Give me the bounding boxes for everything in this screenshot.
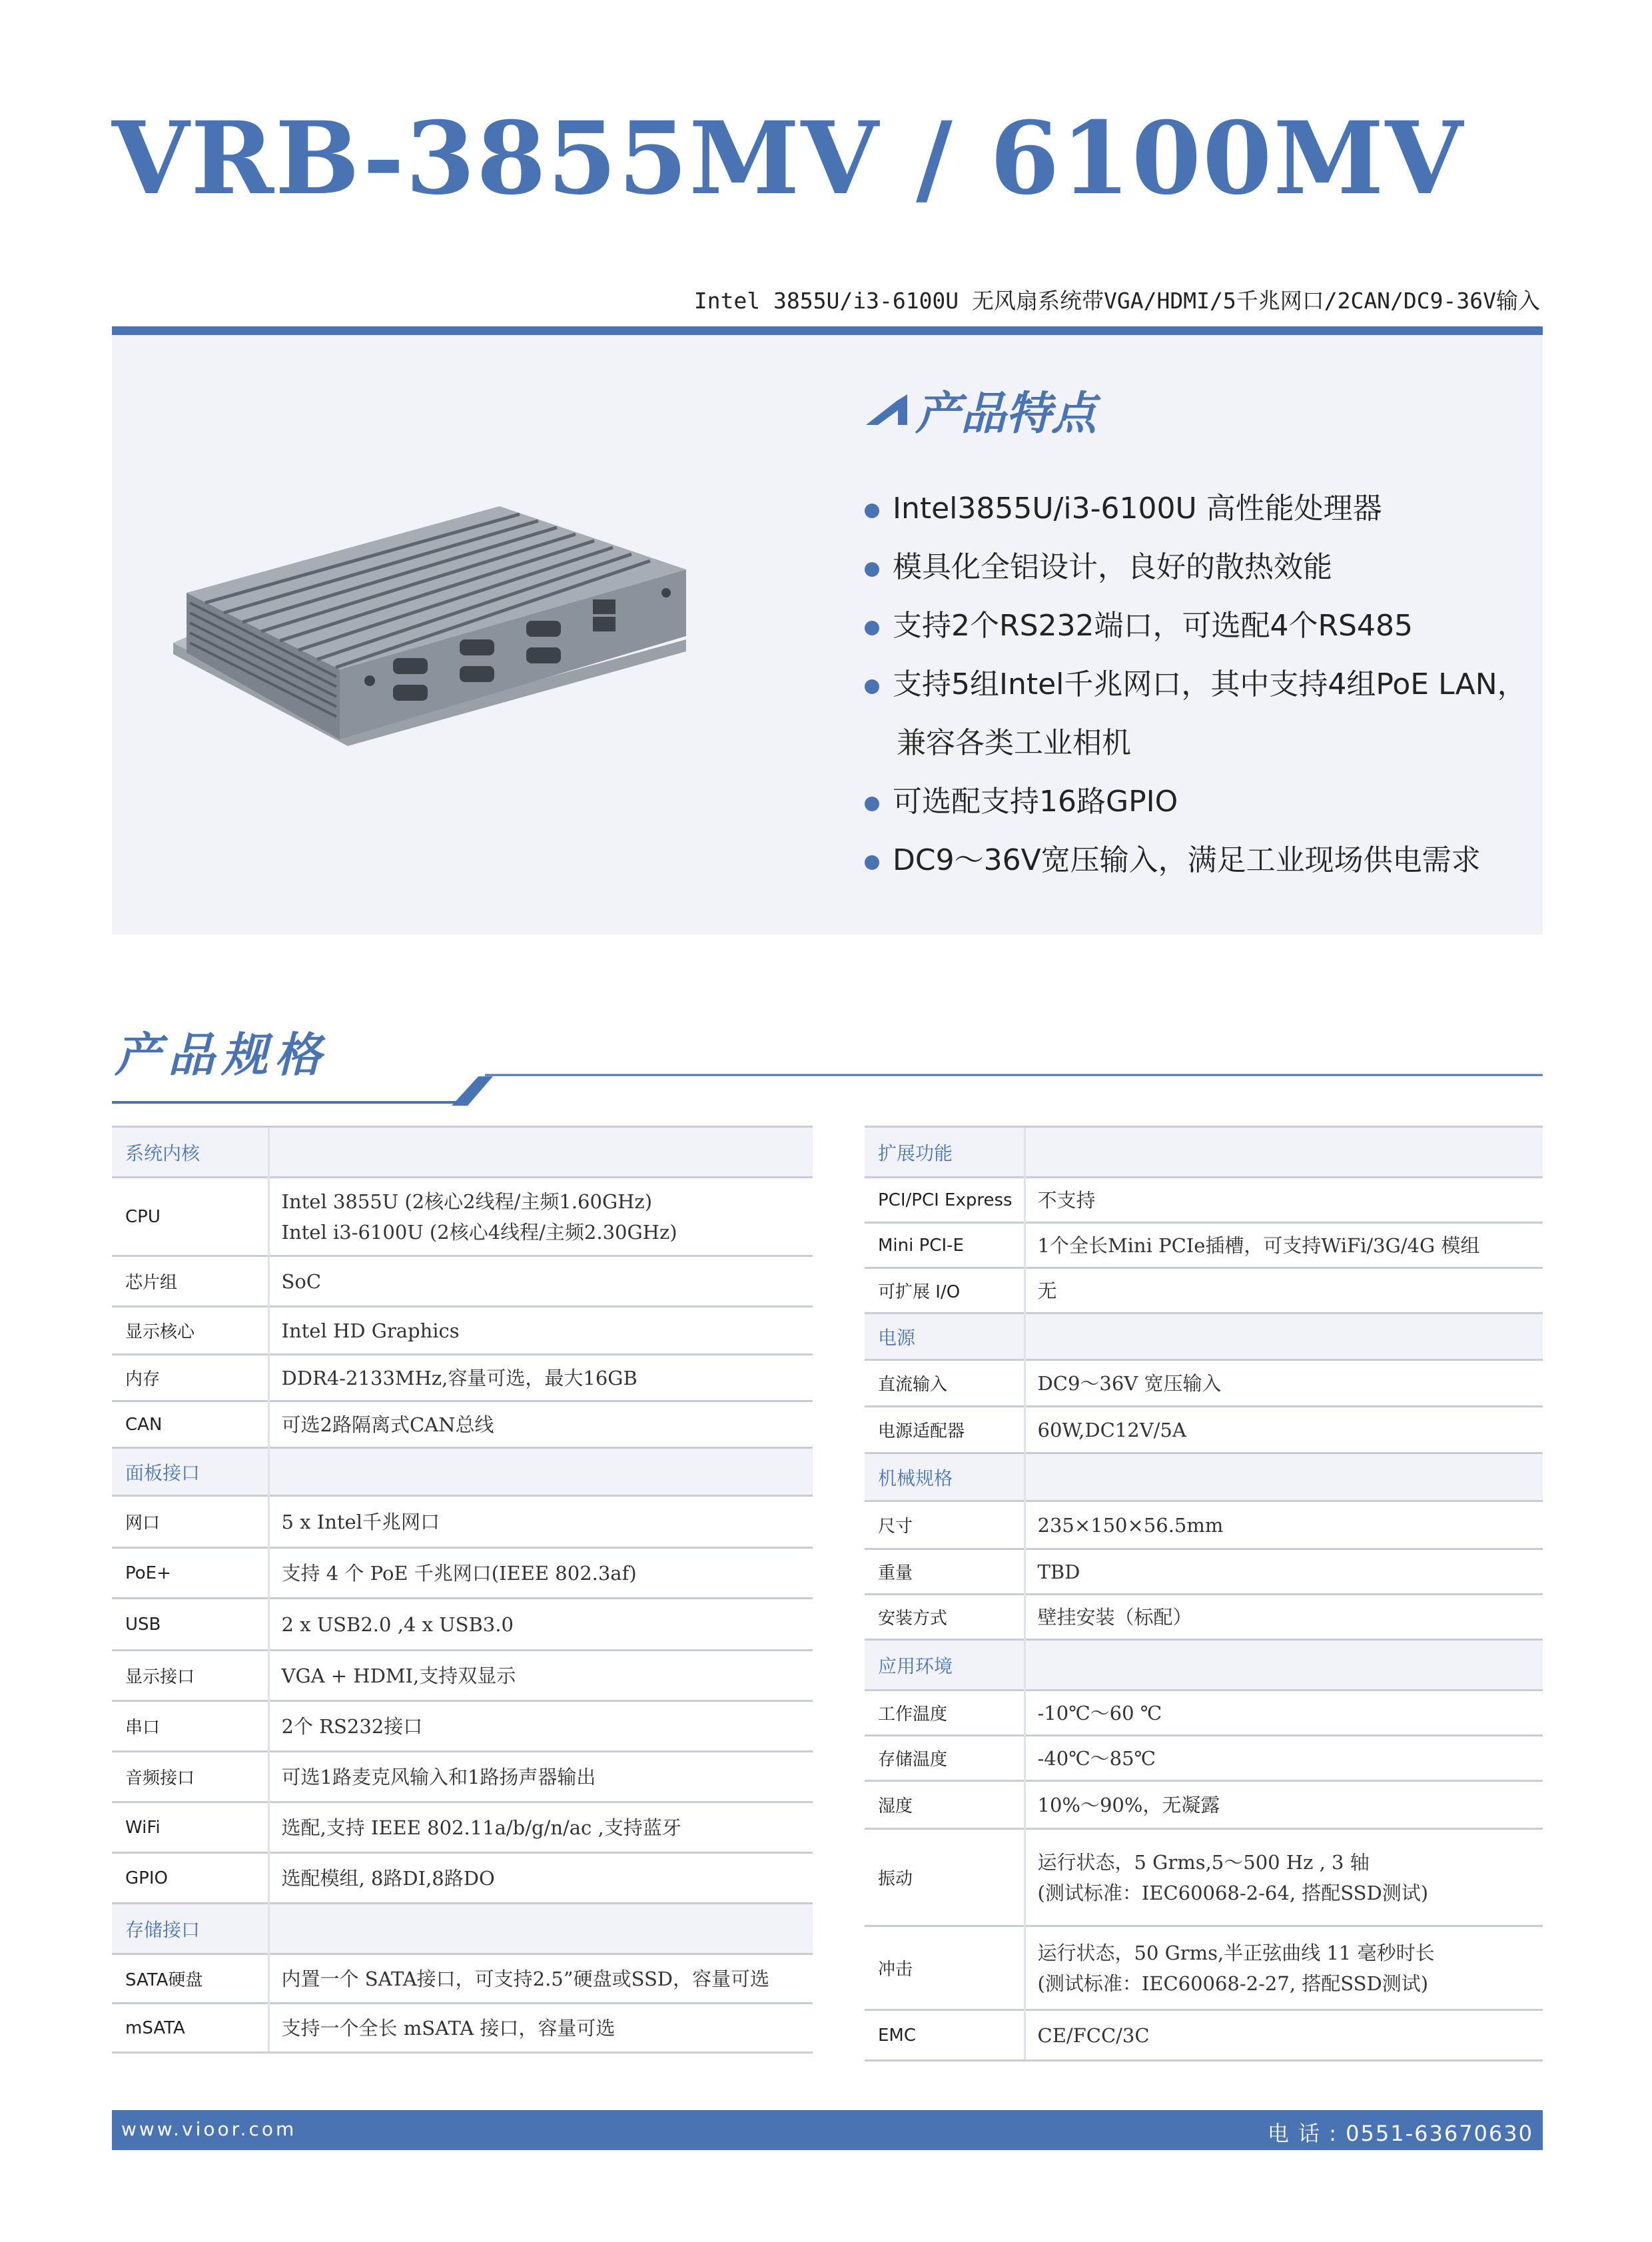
spec-row xyxy=(112,1256,813,1307)
spec-value-line: Intel 3855U (2核心2线程/主频1.60GHz) xyxy=(281,1190,653,1213)
spec-value xyxy=(268,1401,813,1448)
spec-key: 显示核心 xyxy=(112,1307,268,1355)
spec-key: CPU xyxy=(112,1178,268,1256)
specs-heading-rule xyxy=(112,1072,1543,1106)
spec-value xyxy=(1025,1268,1543,1313)
spec-row xyxy=(865,1736,1543,1781)
spec-row xyxy=(112,1802,813,1853)
spec-row xyxy=(865,1223,1543,1268)
spec-key: SATA硬盘 xyxy=(112,1954,268,2004)
features-heading xyxy=(866,383,1097,440)
spec-value xyxy=(1025,2010,1543,2061)
spec-key: 直流输入 xyxy=(865,1360,1025,1407)
spec-value-line: 2个 RS232接口 xyxy=(281,1714,423,1738)
spec-category-label: 扩展功能 xyxy=(865,1127,1025,1178)
spec-key: CAN xyxy=(112,1401,268,1448)
spec-value xyxy=(268,1256,813,1307)
feature-text: 支持5组Intel千兆网口，其中支持4组PoE LAN， xyxy=(893,667,1527,701)
spec-value-line: 可选2路隔离式CAN总线 xyxy=(281,1413,494,1436)
feature-text: DC9～36V宽压输入，满足工业现场供电需求 xyxy=(893,843,1481,877)
spec-value xyxy=(1025,1595,1543,1640)
spec-value xyxy=(1025,1360,1543,1407)
spec-value-line: 2 x USB2.0 ,4 x USB3.0 xyxy=(281,1613,514,1636)
spec-row xyxy=(112,1307,813,1355)
spec-row xyxy=(112,2004,813,2053)
spec-category-label: 机械规格 xyxy=(865,1453,1025,1501)
feature-item xyxy=(865,831,1537,890)
spec-key: 电源适配器 xyxy=(865,1407,1025,1453)
spec-value-line: 1个全长Mini PCIe插槽，可支持WiFi/3G/4G 模组 xyxy=(1037,1234,1480,1257)
spec-category-label: 面板接口 xyxy=(112,1448,268,1496)
spec-key: 音频接口 xyxy=(112,1752,268,1802)
spec-key: Mini PCI-E xyxy=(865,1223,1025,1268)
header-divider xyxy=(112,326,1543,335)
spec-table-left xyxy=(112,1126,813,2054)
feature-item xyxy=(865,538,1537,597)
spec-row xyxy=(865,1781,1543,1829)
spec-value xyxy=(1025,1178,1543,1223)
spec-category-row xyxy=(865,1127,1543,1178)
spec-category-blank xyxy=(268,1127,813,1178)
spec-key: GPIO xyxy=(112,1853,268,1904)
spec-key: 尺寸 xyxy=(865,1501,1025,1549)
spec-value-line: -10℃～60 ℃ xyxy=(1037,1701,1162,1724)
spec-value-line: -40℃～85℃ xyxy=(1037,1746,1156,1770)
model-title: VRB-3855MV / 6100MV xyxy=(112,100,1464,217)
spec-value-line: DDR4-2133MHz,容量可选，最大16GB xyxy=(281,1366,637,1389)
spec-category-label: 电源 xyxy=(865,1313,1025,1360)
spec-row xyxy=(112,1496,813,1548)
spec-row xyxy=(865,1595,1543,1640)
bullet-icon xyxy=(865,855,879,870)
spec-table-right xyxy=(865,1126,1543,2061)
spec-value-line: VGA + HDMI,支持双显示 xyxy=(281,1664,516,1687)
spec-value xyxy=(268,1178,813,1256)
spec-value-line: Intel i3-6100U (2核心4线程/主频2.30GHz) xyxy=(281,1220,677,1244)
spec-value xyxy=(268,1853,813,1904)
spec-row xyxy=(112,1752,813,1802)
spec-category-label: 系统内核 xyxy=(112,1127,268,1178)
spec-value-line: 运行状态，5 Grms,5～500 Hz , 3 轴 xyxy=(1037,1850,1370,1874)
feature-text: 可选配支持16路GPIO xyxy=(893,785,1178,819)
spec-value-line: 可选1路麦克风输入和1路扬声器输出 xyxy=(281,1765,596,1788)
spec-value-line: 支持一个全长 mSATA 接口，容量可选 xyxy=(281,2016,616,2040)
spec-row xyxy=(865,1360,1543,1407)
spec-row xyxy=(112,1548,813,1599)
spec-row xyxy=(865,1549,1543,1595)
spec-value-line: (测试标准：IEC60068-2-27, 搭配SSD测试) xyxy=(1037,1972,1429,1995)
spec-row xyxy=(865,1690,1543,1736)
feature-item xyxy=(865,773,1537,831)
spec-value-line: 不支持 xyxy=(1037,1188,1096,1212)
spec-value xyxy=(268,1548,813,1599)
spec-value-line: 选配模组, 8路DI,8路DO xyxy=(281,1866,495,1890)
spec-value-line: CE/FCC/3C xyxy=(1037,2024,1150,2047)
spec-key: PoE+ xyxy=(112,1548,268,1599)
spec-value xyxy=(268,1307,813,1355)
spec-category-row xyxy=(112,1448,813,1496)
spec-category-row xyxy=(112,1127,813,1178)
feature-item-continuation xyxy=(865,714,1537,773)
feature-item xyxy=(865,480,1537,538)
spec-value xyxy=(1025,1549,1543,1595)
spec-row xyxy=(865,1407,1543,1453)
spec-row xyxy=(112,1178,813,1256)
features-heading-text: 产品特点 xyxy=(915,386,1097,440)
spec-category-row xyxy=(865,1640,1543,1690)
spec-category-blank xyxy=(1025,1127,1543,1178)
spec-row xyxy=(112,1954,813,2004)
spec-value xyxy=(268,1752,813,1802)
spec-key: PCI/PCI Express xyxy=(865,1178,1025,1223)
spec-value xyxy=(1025,1829,1543,1926)
spec-value-line: TBD xyxy=(1037,1560,1080,1583)
spec-key: 振动 xyxy=(865,1829,1025,1926)
spec-value xyxy=(268,1355,813,1401)
spec-key: EMC xyxy=(865,2010,1025,2061)
spec-key: 冲击 xyxy=(865,1926,1025,2010)
spec-category-blank xyxy=(1025,1640,1543,1690)
spec-key: USB xyxy=(112,1599,268,1651)
spec-value xyxy=(268,1701,813,1752)
spec-key: mSATA xyxy=(112,2004,268,2053)
spec-value xyxy=(268,1651,813,1701)
spec-key: 串口 xyxy=(112,1701,268,1752)
spec-row xyxy=(112,1355,813,1401)
spec-value-line: 60W,DC12V/5A xyxy=(1037,1418,1186,1441)
spec-value-line: 235×150×56.5mm xyxy=(1037,1513,1224,1537)
spec-row xyxy=(865,2010,1543,2061)
spec-category-row xyxy=(112,1904,813,1954)
spec-row xyxy=(112,1651,813,1701)
spec-value-line: 支持 4 个 PoE 千兆网口(IEEE 802.3af) xyxy=(281,1561,637,1585)
spec-value xyxy=(1025,1407,1543,1453)
spec-key: 重量 xyxy=(865,1549,1025,1595)
spec-value xyxy=(1025,1501,1543,1549)
spec-row xyxy=(865,1829,1543,1926)
spec-value xyxy=(268,1954,813,2004)
bullet-icon xyxy=(865,504,879,518)
spec-row xyxy=(112,1701,813,1752)
footer-bar xyxy=(112,2110,1543,2150)
spec-value-line: 无 xyxy=(1037,1279,1057,1302)
spec-category-row xyxy=(865,1453,1543,1501)
spec-category-label: 存储接口 xyxy=(112,1904,268,1954)
feature-text: 兼容各类工业相机 xyxy=(897,726,1131,760)
spec-key: 湿度 xyxy=(865,1781,1025,1829)
product-photo xyxy=(173,506,686,786)
product-subtitle: Intel 3855U/i3-6100U 无风扇系统带VGA/HDMI/5千兆网口/2CAN/DC9-36V输入 xyxy=(693,288,1540,314)
spec-category-blank xyxy=(1025,1313,1543,1360)
spec-key: 显示接口 xyxy=(112,1651,268,1701)
bullet-icon xyxy=(865,679,879,694)
spec-value xyxy=(1025,1736,1543,1781)
spec-value-line: 10%～90%，无凝露 xyxy=(1037,1793,1220,1816)
spec-key: 安装方式 xyxy=(865,1595,1025,1640)
spec-value xyxy=(1025,1223,1543,1268)
feature-text: 支持2个RS232端口，可选配4个RS485 xyxy=(893,609,1413,643)
spec-value-line: DC9～36V 宽压输入 xyxy=(1037,1371,1222,1395)
footer-phone: 电 话 : 0551-63670630 xyxy=(1267,2121,1533,2146)
specs-heading: 产品规格 xyxy=(115,1027,328,1082)
spec-value xyxy=(268,2004,813,2053)
spec-row xyxy=(112,1853,813,1904)
spec-row xyxy=(865,1178,1543,1223)
spec-key: 内存 xyxy=(112,1355,268,1401)
spec-category-row xyxy=(865,1313,1543,1360)
spec-value-line: 运行状态，50 Grms,半正弦曲线 11 毫秒时长 xyxy=(1037,1941,1435,1964)
slash-accent-icon xyxy=(866,394,907,425)
feature-item xyxy=(865,597,1537,655)
bullet-icon xyxy=(865,797,879,811)
spec-row xyxy=(865,1926,1543,2010)
feature-text: 模具化全铝设计，良好的散热效能 xyxy=(893,550,1332,584)
spec-category-label: 应用环境 xyxy=(865,1640,1025,1690)
spec-key: 网口 xyxy=(112,1496,268,1548)
spec-key: WiFi xyxy=(112,1802,268,1853)
spec-value-line: 选配,支持 IEEE 802.11a/b/g/n/ac ,支持蓝牙 xyxy=(281,1816,681,1839)
feature-item xyxy=(865,655,1537,714)
spec-category-blank xyxy=(268,1904,813,1954)
spec-key: 工作温度 xyxy=(865,1690,1025,1736)
spec-value-line: (测试标准：IEC60068-2-64, 搭配SSD测试) xyxy=(1037,1881,1429,1904)
spec-row xyxy=(112,1599,813,1651)
spec-value xyxy=(268,1599,813,1651)
spec-category-blank xyxy=(1025,1453,1543,1501)
spec-value-line: 壁挂安装（标配） xyxy=(1037,1605,1192,1629)
spec-value-line: 5 x Intel千兆网口 xyxy=(281,1510,440,1533)
spec-value xyxy=(268,1802,813,1853)
spec-row xyxy=(112,1401,813,1448)
spec-key: 存储温度 xyxy=(865,1736,1025,1781)
footer-website-link[interactable]: www.vioor.com xyxy=(121,2118,297,2140)
spec-row xyxy=(865,1501,1543,1549)
spec-row xyxy=(865,1268,1543,1313)
features-list xyxy=(865,480,1537,890)
spec-value xyxy=(1025,1690,1543,1736)
feature-text: Intel3855U/i3-6100U 高性能处理器 xyxy=(893,492,1382,526)
spec-value xyxy=(1025,1781,1543,1829)
spec-value-line: Intel HD Graphics xyxy=(281,1319,460,1342)
spec-value xyxy=(1025,1926,1543,2010)
spec-value xyxy=(268,1496,813,1548)
spec-category-blank xyxy=(268,1448,813,1496)
bullet-icon xyxy=(865,562,879,577)
spec-value-line: 内置一个 SATA接口，可支持2.5”硬盘或SSD，容量可选 xyxy=(281,1967,770,1990)
spec-value-line: SoC xyxy=(281,1270,322,1293)
bullet-icon xyxy=(865,621,879,635)
spec-key: 可扩展 I/O xyxy=(865,1268,1025,1313)
spec-key: 芯片组 xyxy=(112,1256,268,1307)
